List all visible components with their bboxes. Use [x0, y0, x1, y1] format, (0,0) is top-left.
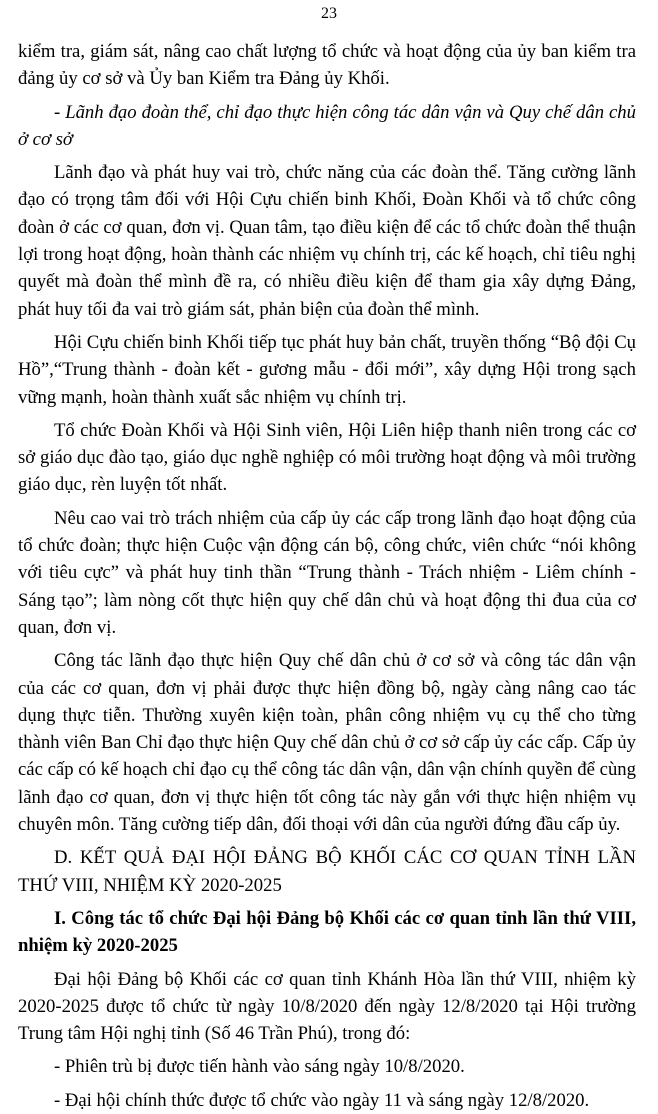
page-number: 23 [321, 5, 337, 22]
paragraph: Tổ chức Đoàn Khối và Hội Sinh viên, Hội Liên hiệp thanh niên trong các cơ sở giáo dục đào tạo, giáo dục nghề nghiệp có môi trường hoạt động và môi trường giáo dục, rèn luyện tốt nhất. [18, 419, 636, 496]
list-item: - Phiên trù bị được tiến hành vào sáng ngày 10/8/2020. [54, 1056, 465, 1078]
document-body [18, 38, 636, 1114]
paragraph: Đại hội Đảng bộ Khối các cơ quan tỉnh Khánh Hòa lần thứ VIII, nhiệm kỳ 2020-2025 được tổ chức từ ngày 10/8/2020 đến ngày 12/8/2020 tại Hội trường Trung tâm Hội nghị tỉnh (Số 46 Trần Phú), trong đó: [18, 968, 636, 1045]
section-heading-italic: - Lãnh đạo đoàn thể, chỉ đạo thực hiện công tác dân vận và Quy chế dân chủ ở cơ sở [18, 101, 636, 150]
paragraph: Công tác lãnh đạo thực hiện Quy chế dân chủ ở cơ sở và công tác dân vận của các cơ quan, đơn vị phải được thực hiện đồng bộ, ngày càng nâng cao tác dụng thực tiễn. Thường xuyên kiện toàn, phân công nhiệm vụ cụ thể cho từng thành viên Ban Chỉ đạo thực hiện Quy chế dân chủ ở cơ sở cấp ủy các cấp. Cấp ủy các cấp có kế hoạch chỉ đạo cụ thể công tác dân vận, dân vận chính quyền để cùng lãnh đạo cơ quan, đơn vị thực hiện tốt công tác này gắn với thực hiện nhiệm vụ chuyên môn. Tăng cường tiếp dân, đối thoại với dân của người đứng đầu cấp ủy. [18, 650, 636, 836]
section-heading-bold: I. Công tác tổ chức Đại hội Đảng bộ Khối các cơ quan tỉnh lần thứ VIII, nhiệm kỳ 2020-2025 [18, 907, 636, 957]
paragraph: Hội Cựu chiến binh Khối tiếp tục phát huy bản chất, truyền thống “Bộ đội Cụ Hồ”,“Trung thành - đoàn kết - gương mẫu - đổi mới”, xây dựng Hội trong sạch vững mạnh, hoàn thành xuất sắc nhiệm vụ chính trị. [18, 331, 636, 408]
section-heading-d: D. KẾT QUẢ ĐẠI HỘI ĐẢNG BỘ KHỐI CÁC CƠ QUAN TỈNH LẦN THỨ VIII, NHIỆM KỲ 2020-2025 [18, 847, 636, 896]
paragraph: Lãnh đạo và phát huy vai trò, chức năng của các đoàn thể. Tăng cường lãnh đạo có trọng tâm đối với Hội Cựu chiến binh Khối, Đoàn Khối và tổ chức công đoàn ở các cơ quan, đơn vị. Quan tâm, tạo điều kiện để các tổ chức đoàn thể thuận lợi trong hoạt động, hoàn thành các nhiệm vụ chính trị, các kế hoạch, chỉ tiêu nghị quyết mà đoàn thể mình đề ra, có nhiều điều kiện để tham gia xây dựng Đảng, phát huy tối đa vai trò giám sát, phản biện của đoàn thể mình. [18, 162, 636, 320]
paragraph: Nêu cao vai trò trách nhiệm của cấp ủy các cấp trong lãnh đạo hoạt động của tổ chức đoàn; thực hiện Cuộc vận động cán bộ, công chức, viên chức “nói không với tiêu cực” và phát huy tinh thần “Trung thành - Trách nhiệm - Liêm chính - Sáng tạo”; làm nòng cốt thực hiện quy chế dân chủ và hoạt động thi đua của cơ quan, đơn vị. [18, 507, 636, 638]
paragraph: kiểm tra, giám sát, nâng cao chất lượng tổ chức và hoạt động của ủy ban kiểm tra đảng ủy cơ sở và Ủy ban Kiểm tra Đảng ủy Khối. [18, 41, 636, 90]
list-item: - Đại hội chính thức được tổ chức vào ngày 11 và sáng ngày 12/8/2020. [54, 1089, 590, 1111]
